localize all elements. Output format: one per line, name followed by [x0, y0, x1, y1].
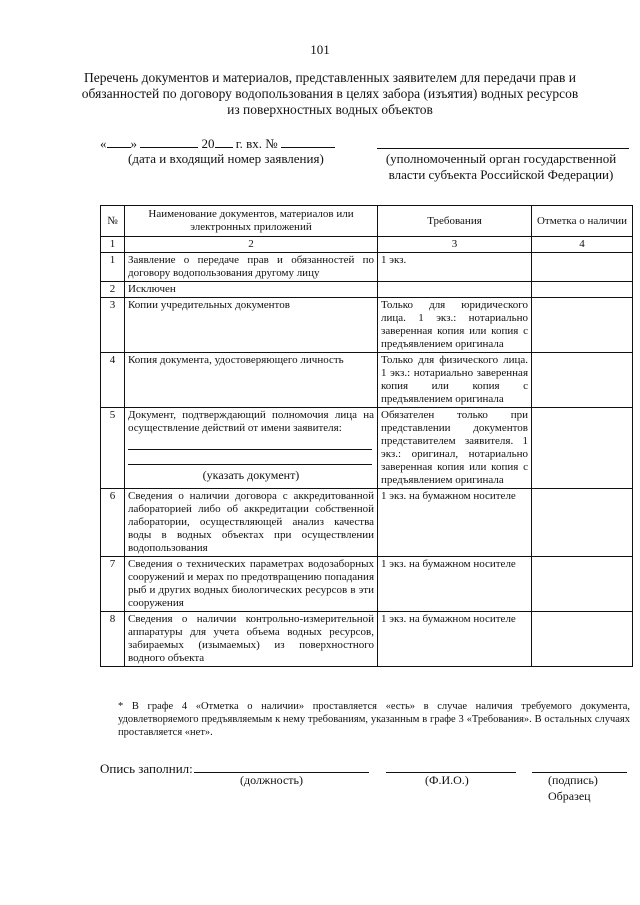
row-name: Сведения о наличии контрольно-измерительной аппаратуры для учета объема водных ресурсов, забираемых (изымаемых) из поверхностного водного объекта [125, 612, 378, 667]
row-mark [532, 282, 633, 298]
row-name: Копии учредительных документов [125, 298, 378, 353]
row-mark [532, 353, 633, 408]
row-requirements: Только для юридического лица. 1 экз.: нотариально заверенная копия или копия с предъявлением оригинала [378, 298, 532, 353]
date-line [100, 136, 335, 152]
row-mark [532, 408, 633, 489]
row-number: 5 [101, 408, 125, 489]
table-row [101, 489, 633, 557]
row-requirements [378, 282, 532, 298]
year-prefix: 20 [201, 136, 215, 151]
col-number: 3 [378, 237, 532, 253]
table-row [101, 557, 633, 612]
row-mark [532, 298, 633, 353]
sample-label: Образец [548, 789, 591, 803]
row-requirements: 1 экз. на бумажном носителе [378, 612, 532, 667]
blank-line [128, 439, 372, 450]
table-header-row [101, 206, 633, 237]
documents-table [100, 205, 633, 667]
blank-line [128, 454, 372, 465]
name-caption: (Ф.И.О.) [425, 773, 469, 787]
header-requirements: Требования [378, 206, 532, 237]
footnote [100, 700, 630, 739]
row-requirements: 1 экз. на бумажном носителе [378, 557, 532, 612]
table-row [101, 298, 633, 353]
table-row [101, 353, 633, 408]
month-blank [140, 136, 198, 148]
day-blank [107, 136, 131, 148]
table-row [101, 253, 633, 282]
header-number: № [101, 206, 125, 237]
close-quote: » [130, 136, 137, 151]
page-number: 101 [310, 42, 330, 57]
row-requirements: Обязателен только при представлении документов представителем заявителя. 1 экз.: оригинал, нотариально заверенная копия или копия с предъявлением оригинала [378, 408, 532, 489]
number-suffix: г. вх. № [235, 136, 278, 151]
number-blank [281, 136, 335, 148]
open-quote: « [100, 136, 107, 151]
row-mark [532, 557, 633, 612]
col-number: 1 [101, 237, 125, 253]
table-row [101, 408, 633, 489]
authority-caption: (уполномоченный орган государственной власти субъекта Российской Федерации) [385, 151, 617, 182]
row-name: Копия документа, удостоверяющего личность [125, 353, 378, 408]
row-mark [532, 489, 633, 557]
date-caption: (дата и входящий номер заявления) [128, 151, 324, 166]
row-name-extra: (указать документ) [202, 468, 300, 482]
row-name: Сведения о наличии договора с аккредитованной лабораторией либо об аккредитации собственной лаборатории, осуществляющей анализ качества воды в водных объектах при осуществлении водопользования [125, 489, 378, 557]
row-requirements: 1 экз. на бумажном носителе [378, 489, 532, 557]
year-blank [215, 136, 233, 148]
row-name: Исключен [125, 282, 378, 298]
document-title: Перечень документов и материалов, представленных заявителем для передачи прав и обязанностей по договору водопользования в целях забора (изъятия) водных ресурсов из поверхностных водных объектов [81, 70, 579, 117]
row-requirements: 1 экз. [378, 253, 532, 282]
signature-caption: (подпись) [548, 773, 598, 787]
row-number: 1 [101, 253, 125, 282]
row-mark [532, 253, 633, 282]
col-number: 2 [125, 237, 378, 253]
row-name-cell [125, 408, 378, 489]
table-row [101, 612, 633, 667]
row-name: Сведения о технических параметрах водозаборных сооружений и мерах по предотвращению попадания рыб и других водных биологических ресурсов в эти сооружения [125, 557, 378, 612]
footnote-text: * В графе 4 «Отметка о наличии» проставляется «есть» в случае наличия требуемого документа, удовлетворяемого предъявляемым к нему требованиям, указанным в графе 3 «Требования». В остальных случаях проставляется «нет». [118, 701, 630, 738]
table-row [101, 282, 633, 298]
authority-line [377, 148, 629, 149]
col-number: 4 [532, 237, 633, 253]
row-name: Заявление о передаче прав и обязанностей по договору водопользования другому лицу [125, 253, 378, 282]
signature-label: Опись заполнил: [100, 761, 193, 776]
row-number: 4 [101, 353, 125, 408]
header-mark: Отметка о наличии [532, 206, 633, 237]
row-number: 8 [101, 612, 125, 667]
row-mark [532, 612, 633, 667]
position-caption: (должность) [240, 773, 303, 787]
row-number: 2 [101, 282, 125, 298]
column-number-row [101, 237, 633, 253]
row-number: 6 [101, 489, 125, 557]
row-number: 7 [101, 557, 125, 612]
row-requirements: Только для физического лица. 1 экз.: нотариально заверенная копия или копия с предъявлением оригинала [378, 353, 532, 408]
row-number: 3 [101, 298, 125, 353]
header-name: Наименование документов, материалов или электронных приложений [125, 206, 378, 237]
row-name: Документ, подтверждающий полномочия лица на осуществление действий от имени заявителя: [128, 409, 374, 434]
